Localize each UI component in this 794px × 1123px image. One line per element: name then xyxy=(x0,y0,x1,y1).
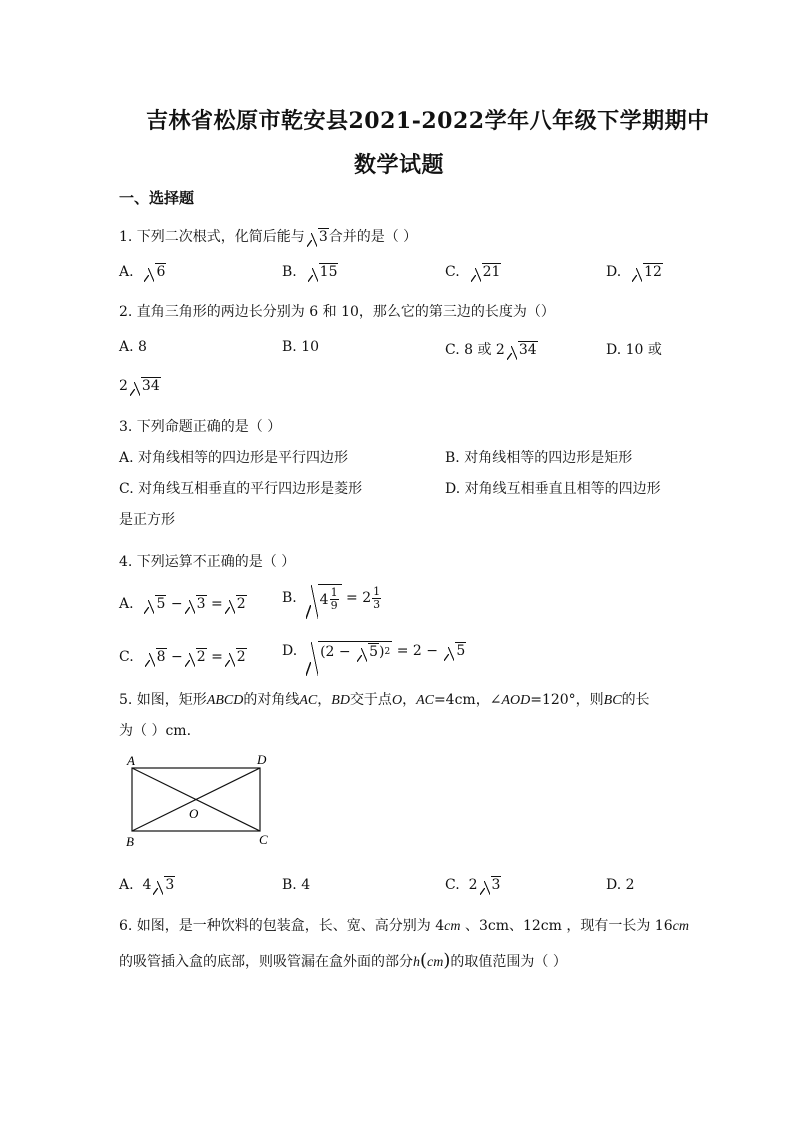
q1-option-b[interactable]: B. 15 xyxy=(282,264,338,280)
q4-b-radical: 4 $\frac{1}{9}$ xyxy=(306,584,342,612)
q2-option-b[interactable]: B. 10 xyxy=(282,339,320,355)
question-5-stem-line2: 为（ ）cm. xyxy=(119,723,192,739)
q5-option-b[interactable]: B. 4 xyxy=(282,877,311,893)
q1-option-c[interactable]: C. 21 xyxy=(445,264,501,280)
label-a: A xyxy=(127,753,135,768)
q2-option-c[interactable]: C. 8 或 2 34 xyxy=(445,342,537,358)
q2-option-a[interactable]: A. 8 xyxy=(119,339,147,355)
label-b: B xyxy=(126,834,134,849)
q4-option-b[interactable]: B. 4 $\frac{1}{9}$ = 2 $\frac{1}{3}$ xyxy=(282,584,381,612)
label-d: D xyxy=(257,752,267,767)
q5-option-a[interactable]: A. 4 3 xyxy=(119,877,175,893)
q3-option-a[interactable]: A. 对角线相等的四边形是平行四边形 xyxy=(119,450,349,466)
q2-option-d[interactable]: D. 10 或 xyxy=(606,342,662,358)
q3-option-b[interactable]: B. 对角线相等的四边形是矩形 xyxy=(445,450,633,466)
question-2-stem: 2. 直角三角形的两边长分别为 6 和 10，那么它的第三边的长度为（） xyxy=(119,304,555,320)
q3-option-c[interactable]: C. 对角线互相垂直的平行四边形是菱形 xyxy=(119,481,363,497)
q5-option-d[interactable]: D. 2 xyxy=(606,877,635,893)
label-c: C xyxy=(259,832,268,847)
page-title-line2: 数学试题 xyxy=(354,152,445,178)
question-6-stem-line1: 6. 如图，是一种饮料的包装盒，长、宽、高分别为 4cm 、3cm、12cm ，现有一长为 16cm xyxy=(119,918,689,934)
q3-option-d-wrap: 是正方形 xyxy=(119,512,175,528)
section-heading: 一、选择题 xyxy=(119,189,195,207)
q5-option-c[interactable]: C. 2 3 xyxy=(445,877,501,893)
q2-option-d-wrap: 2 34 xyxy=(119,378,160,394)
question-6-stem-line2: 的吸管插入盒的底部，则吸管漏在盒外面的部分h(cm)的取值范围为（ ） xyxy=(119,950,567,971)
q4-d-radical: (2 − 5 ) 2 xyxy=(306,641,392,660)
q1-option-d[interactable]: D. 12 xyxy=(606,264,662,280)
q4-option-c[interactable]: C. 8 − 2 = 2 xyxy=(119,649,246,665)
q4-option-a[interactable]: A. 5 − 3 = 2 xyxy=(119,596,246,612)
q3-option-d[interactable]: D. 对角线互相垂直且相等的四边形 xyxy=(445,481,661,497)
question-3-stem: 3. 下列命题正确的是（ ） xyxy=(119,419,282,435)
question-5-stem-line1: 5. 如图，矩形ABCD的对角线AC，BD交于点O，AC=4cm，∠AOD=120°，则BC的长 xyxy=(119,692,650,708)
q4-option-d[interactable]: D. (2 − 5 ) 2 = 2 − 5 xyxy=(282,642,466,660)
question-4-stem: 4. 下列运算不正确的是（ ） xyxy=(119,554,296,570)
question-1-stem: 1. 下列二次根式，化简后能与 3合并的是（ ） xyxy=(119,229,418,245)
q1-option-a[interactable]: A. 6 xyxy=(119,264,166,280)
label-o: O xyxy=(189,806,199,821)
page-title-line1: 吉林省松原市乾安县2021-2022学年八年级下学期期中 xyxy=(146,108,710,134)
rectangle-figure xyxy=(120,750,280,850)
